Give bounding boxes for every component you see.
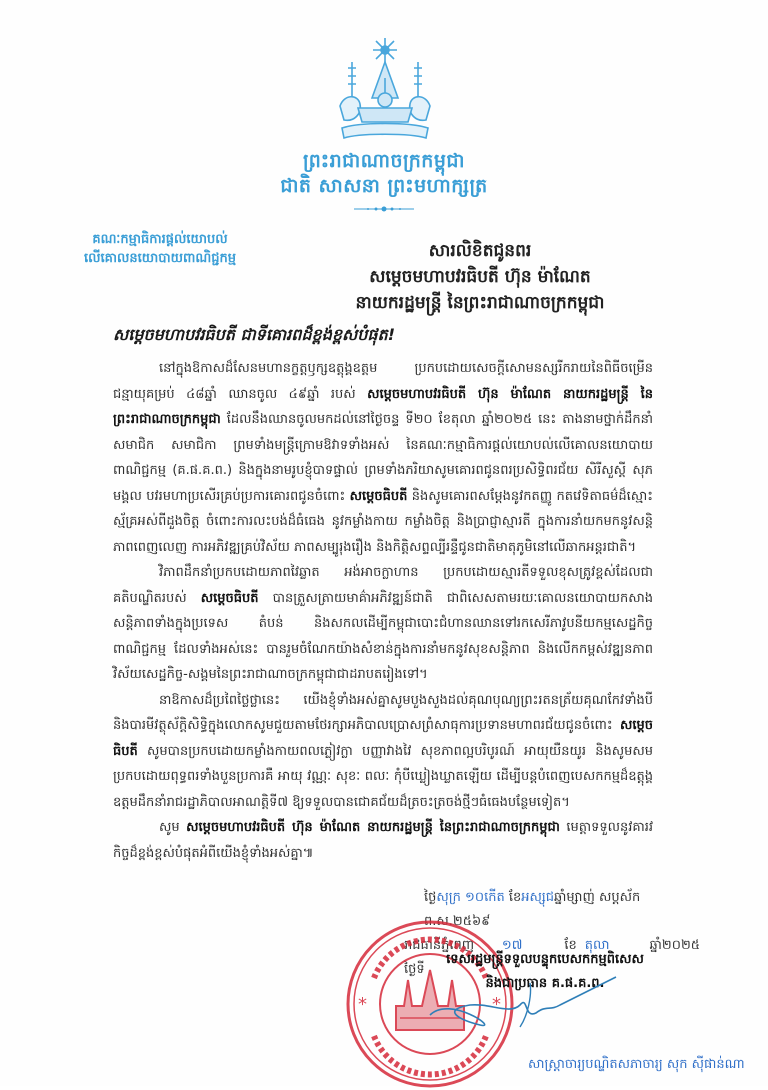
letter-title-line3: នាយករដ្ឋមន្ត្រី នៃព្រះរាជាណាចក្រកម្ពុជា (355, 293, 605, 313)
paragraph-3 (113, 688, 653, 816)
paragraph-text: និងសូមគោរពសម្តែងនូវកតញ្ញូ កតវេទិតាធម៌ដ៏ស្មោះស្ម័គ្រអស់ពីដួងចិត្ត ចំពោះការលះបង់ដ៏ធំធេង នូវកម្លាំងកាយ កម្លាំងចិត្ត និងប្រាជ្ញាស្មារតី ក្នុងការនាំយកមកនូវសន្តិភាពពេញលេញ ការអភិវឌ្ឍគ្រប់វិស័យ ភាពសម្បូរុងរឿង និងកិត្តិសព្ទល្បីរន្ទឺជូនជាតិមាតុភូមិនៅលើឆាកអន្តរជាតិ។ (113, 488, 653, 555)
lunar-prefix: ថ្ងៃ (424, 890, 437, 905)
paragraph-text: ដែលនឹងឈានចូលមកដល់នៅថ្ងៃចន្ទ ទី២០ ខែតុលា ឆ្នាំ២០២៥ នេះ តាងនាមថ្នាក់ដឹកនាំ សមាជិក សមាជិកា ព្រមទាំងមន្ត្រីក្រោមឱវាទទាំងអស់ នៃគណៈកម្មាធិការផ្តល់យោបល់លើគោលនយោបាយពាណិជ្ជកម្ម (គ.ផ.គ.ព.) និងក្នុងនាមរូបខ្ញុំបាទផ្ទាល់ ព្រមទាំងភរិយាសូមគោរពជូនពរប្រសិទ្ធិពរជ័យ សិរីសួស្តី សុភមង្គល បវរមហាប្រសើរគ្រប់ប្រការគោរពជូនចំពោះ (113, 412, 653, 504)
decorative-divider-icon (354, 205, 414, 213)
paragraph-text: នាឱកាសដ៏ប្រពៃថ្លៃថ្លានេះ យើងខ្ញុំទាំងអស់គ្នាសូមបួងសួងដល់គុណបុណ្យព្រះរតនត្រ័យគុណកែវទាំងបី និងបារមីវត្ថុស័ក្តិសិទ្ធិក្នុងលោកសូមជួយតាមថែរក្សាអភិបាលប្រោសព្រំសាធុការប្រទានមហាពរជ័យជូនចំពោះ (113, 692, 653, 733)
paragraph-text: វិភាពដឹកនាំប្រកបដោយភាពវៃឆ្លាត អង់អាចក្លាហាន ប្រកបដោយស្មារតីទទួលខុសត្រូវខ្ពស់ដែលជាគតិបណ្ឌិតរបស់ (113, 565, 653, 606)
bold-name: សម្តេចមហាបវរធិបតី ហ៊ុន ម៉ាណែត នាយករដ្ឋមន្ត្រី នៃព្រះរាជាណាចក្រកម្ពុជា (113, 386, 653, 427)
paragraph-text: សូមបានប្រកបដោយកម្លាំងកាយពលភ្លៀវក្លា បញ្ញាវាងវៃ សុខភាពល្អបរិបូរណ៍ អាយុយឺនយូរ និងសូមសមប្រកបដោយពុទ្ធពរទាំងបួនប្រការគឺ អាយុ វណ្ណៈ សុខៈ ពលៈ កុំបីឃ្លៀងឃ្លាតឡើយ ដើម្បីបន្តបំពេញបេសកកម្មដ៏ឧត្តុង្គឧត្តមដឹកនាំរាជរដ្ឋាភិបាលអាណត្តិទី៧ ឱ្យទទួលបានជោគជ័យដ៏ត្រចះត្រចង់ថ្មីៗធំធេងបន្ថែមទៀត។ (113, 743, 653, 810)
bold-name: សម្តេចធិបតី (349, 488, 408, 504)
lunar-day: សុក្រ ១០កេីត (436, 890, 505, 905)
lunar-year: ឆ្នាំម្សាញ់ សប្តស័ក ព.ស.២៥៦៩ (424, 890, 641, 929)
svg-text:*: * (492, 994, 501, 1015)
place-prefix: រាជធានីភ្នំពេញ ថ្ងៃទី (404, 938, 475, 977)
month-label: ខែ (564, 938, 577, 953)
date-month: តុលា (584, 938, 610, 953)
date-day: ១៧ (501, 938, 523, 953)
handwritten-signature-icon (420, 975, 620, 1035)
paragraph-text: នៅក្នុងឱកាសដ៏សែនមហានក្ខត្តឫក្សឧត្តុង្គឧត្តម ប្រកបដោយសេចក្តីសោមនស្សរីករាយនៃពិធីចម្រើនជន្មាយុគម្រប់ ៤៨ឆ្នាំ ឈានចូល ៤៩ឆ្នាំ របស់ (113, 361, 653, 402)
national-motto: ជាតិ សាសនា ព្រះមហាក្សត្រ (280, 175, 488, 197)
letter-body (113, 356, 653, 866)
paragraph-4 (113, 815, 653, 866)
letter-title-line2: សម្តេចមហាបវរធិបតី ហ៊ុន ម៉ាណែត (369, 267, 591, 287)
paragraph-text: សូម (159, 820, 187, 835)
committee-name (40, 230, 280, 268)
bold-name: សម្តេចធិបតី (113, 718, 653, 759)
lunar-month-label: ខែ (508, 890, 522, 905)
committee-name-line2: លើគោលនយោបាយពាណិជ្ជកម្ម (83, 251, 237, 266)
paragraph-text: បានត្រួសត្រាយមាគ៌ាអភិវឌ្ឍន៍ជាតិ ជាពិសេសតាមរយៈគោលនយោបាយកសាងសន្តិភាពទាំងក្នុងប្រទេស តំបន់ និងសកលដើម្បីកម្ពុជាបោះជំហានឈានទៅរកសេរីភាវូបនីយកម្មសេដ្ឋកិច្ច ពាណិជ្ជកម្ម ដែលទាំងអស់នេះ បានរួមចំណែកយ៉ាងសំខាន់ក្នុងការនាំមកនូវសុខសន្តិភាព និងលើកកម្ពស់វឌ្ឍនភាពវិស័យសេដ្ឋកិច្ច-សង្គមនៃព្រះរាជាណាចក្រកម្ពុជាជាដរាបតរៀងទៅ។ (113, 590, 653, 682)
svg-text:*: * (358, 994, 367, 1015)
kingdom-heading: ព្រះរាជាណាចក្រកម្ពុជា (303, 150, 465, 172)
committee-name-line1: គណៈកម្មាធិការផ្តល់យោបល់ (92, 232, 228, 247)
letter-title-line1: សារលិខិតជូនពរ (428, 241, 532, 261)
bold-name: សម្តេចមហាបវរធិបតី ហ៊ុន ម៉ាណែត នាយករដ្ឋមន្ត្រី នៃព្រះរាជាណាចក្រកម្ពុជា (186, 820, 560, 835)
lunar-month: អស្សុជ (521, 890, 554, 905)
signatory-name: សាស្ត្រាចារ្យបណ្ឌិតសភាចារ្យ សុក ស៊ីផាន់ណា (528, 1057, 745, 1072)
signatory-title-line2: និងជាប្រធាន គ.ផ.គ.ព. (485, 976, 605, 991)
signatory-title-line1: ទេសរដ្ឋមន្ត្រីទទួលបន្ទុកបេសកកម្មពិសេស (446, 952, 644, 967)
letter-title (250, 238, 710, 316)
paragraph-2 (113, 560, 653, 688)
royal-arms-emblem-icon (330, 38, 440, 143)
paragraph-1 (113, 356, 653, 560)
salutation: សម្តេចមហាបវរធិបតី ជាទីគោរពដ៏ខ្ពង់ខ្ពស់បំផុត! (113, 325, 396, 344)
paragraph-text: មេត្តាទទួលនូវគារវកិច្ចដ៏ខ្ពង់ខ្ពស់បំផុតអំពីយើងខ្ញុំទាំងអស់គ្នា៕ (113, 820, 654, 861)
date-year: ឆ្នាំ២០២៥ (649, 938, 700, 953)
bold-name: សម្តេចធិបតី (200, 590, 259, 606)
